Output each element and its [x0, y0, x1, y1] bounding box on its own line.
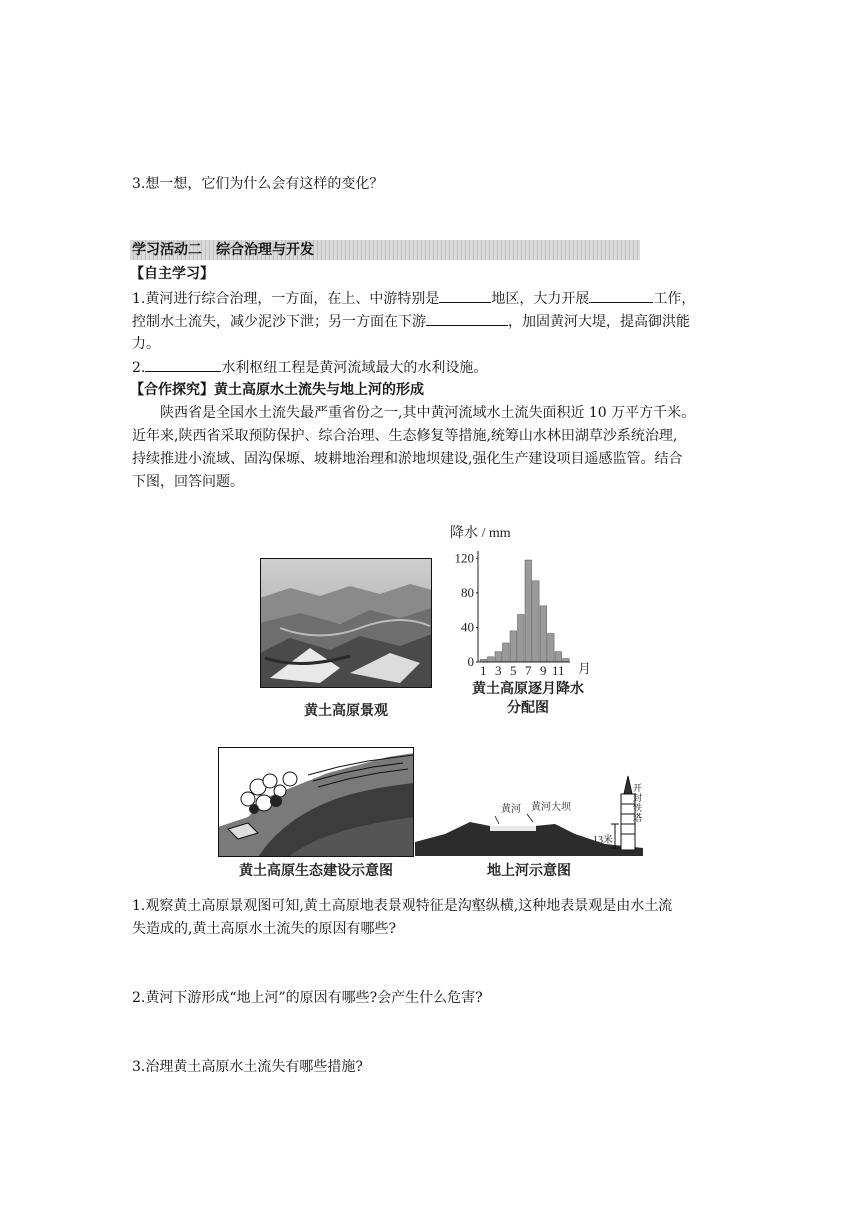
chart-x-unit: 月	[578, 661, 592, 676]
chart-y-axis-label: 降水 / mm	[450, 526, 511, 541]
question-3: 3.治理黄土高原水土流失有哪些措施?	[132, 1059, 363, 1075]
item-text: 2.	[132, 360, 146, 376]
item-text: ，加固黄河大堤，提高御洪能	[508, 314, 690, 330]
chart-bar-month-9	[540, 606, 547, 662]
chart-y-tick-label: 0	[467, 654, 474, 669]
fill-blank[interactable]	[589, 287, 653, 303]
chart-bar-month-6	[518, 614, 525, 662]
item-text: 控制水土流失，减少泥沙下泄；另一方面在下游	[132, 314, 426, 330]
self-study-item-2	[132, 356, 487, 379]
chart-bar-month-5	[510, 631, 517, 662]
landscape-caption: 黄土高原景观	[304, 703, 388, 719]
coop-paragraph-line-3: 持续推进小流域、固沟保塬、坡耕地治理和淤地坝建设,强化生产建设项目遥感监管。结合	[132, 451, 683, 467]
chart-bar-month-7	[525, 560, 532, 662]
chart-bar-month-11	[555, 652, 562, 662]
chart-y-tick-label: 80	[461, 584, 474, 600]
chart-x-tick-label: 11	[552, 663, 565, 678]
self-study-heading: 【自主学习】	[130, 266, 214, 282]
coop-paragraph-line-1: 陕西省是全国水土流失最严重省份之一,其中黄河流域水土流失面积近 10 万平方千米。	[160, 405, 696, 421]
chart-y-tick-label: 40	[461, 619, 474, 635]
item-text: 地区，大力开展	[491, 291, 590, 307]
item-text: 工作，	[653, 291, 696, 307]
above-ground-river-diagram	[415, 768, 643, 860]
chart-bar-month-3	[495, 652, 502, 662]
coop-heading-title: 黄土高原水土流失与地上河的形成	[214, 382, 424, 398]
question-1-line-2: 失造成的,黄土高原水土流失的原因有哪些?	[132, 921, 396, 937]
chart-bar-month-12	[563, 659, 570, 662]
item-text: 1.黄河进行综合治理，一方面，在上、中游特别是	[132, 291, 440, 307]
question-2: 2.黄河下游形成“地上河”的原因有哪些?会产生什么危害?	[132, 990, 483, 1006]
chart-x-tick-label: 5	[510, 663, 517, 678]
label-height: 13米	[593, 835, 613, 846]
chart-y-tick-label: 120	[454, 550, 474, 566]
label-dam: 黄河大坝	[531, 802, 571, 813]
chart-bar-month-8	[533, 581, 540, 662]
chart-x-tick-label: 3	[495, 663, 502, 678]
chart-x-tick-label: 1	[480, 663, 487, 678]
loess-landscape-photo	[260, 558, 432, 688]
coop-heading-line	[130, 379, 424, 401]
river-caption: 地上河示意图	[487, 863, 571, 879]
question-text: 3.想一想，它们为什么会有这样的变化？	[132, 176, 384, 192]
label-tower: 开封铁塔	[633, 784, 643, 824]
chart-x-tick-label: 7	[525, 663, 532, 678]
eco-construction-diagram	[218, 747, 414, 857]
label-huanghe: 黄河	[501, 804, 521, 815]
chart-title-line-1: 黄土高原逐月降水	[472, 681, 584, 697]
coop-paragraph-line-4: 下图，回答问题。	[132, 474, 244, 490]
self-study-item-1-line-3: 力。	[132, 336, 160, 352]
coop-paragraph-line-2: 近年来,陕西省采取预防保护、综合治理、生态修复等措施,统筹山水林田湖草沙系统治理,	[132, 428, 678, 444]
fill-blank[interactable]	[439, 287, 491, 303]
fill-blank[interactable]	[426, 310, 508, 326]
precipitation-chart	[440, 515, 620, 725]
chart-bar-month-10	[548, 633, 555, 662]
fill-blank[interactable]	[145, 356, 221, 372]
chart-bar-month-4	[503, 643, 510, 662]
eco-caption: 黄土高原生态建设示意图	[239, 863, 393, 879]
item-text: 水利枢纽工程是黄河流域最大的水利设施。	[221, 360, 488, 376]
question-1-line-1: 1.观察黄土高原景观图可知,黄土高原地表景观特征是沟壑纵横,这种地表景观是由水土流	[132, 898, 673, 914]
coop-heading: 【合作探究】	[130, 382, 214, 398]
chart-bar-month-2	[488, 657, 495, 662]
self-study-item-1-line-1	[132, 287, 695, 310]
section-title: 学习活动二 综合治理与开发	[132, 242, 314, 258]
chart-title-line-2: 分配图	[507, 700, 549, 716]
self-study-item-1-line-2	[132, 310, 690, 333]
chart-x-tick-label: 9	[540, 663, 547, 678]
